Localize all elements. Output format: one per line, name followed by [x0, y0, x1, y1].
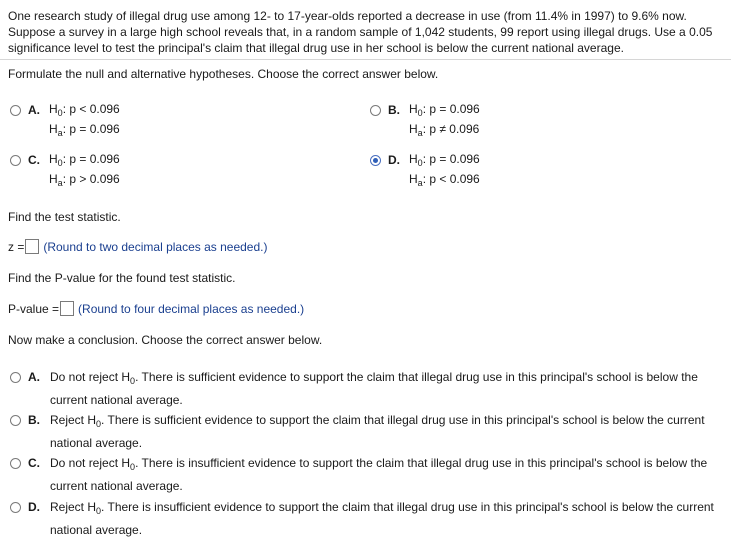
divider — [0, 59, 731, 60]
radio-b[interactable] — [10, 415, 21, 426]
alternative-hypothesis: $H_a$: p = 0.096 — [49, 122, 120, 138]
null-hypothesis: $H_0$: p < 0.096 — [49, 102, 120, 118]
p-value-row — [8, 302, 304, 317]
radio-a[interactable] — [10, 372, 21, 383]
null-hypothesis: $H_0$: p = 0.096 — [409, 152, 480, 168]
p-value-input[interactable] — [60, 301, 74, 316]
test-statistic-prompt: Find the test statistic. — [8, 210, 121, 224]
option-letter: B. — [28, 413, 40, 427]
z-hint: (Round to two decimal places as needed.) — [43, 240, 268, 254]
radio-d[interactable] — [10, 502, 21, 513]
option-text: Reject $H_0$. There is sufficient evidence to support the claim that illegal drug use in this principal's school is below the current national average. — [50, 413, 705, 450]
option-letter: A. — [28, 370, 40, 384]
alternative-hypothesis: $H_a$: p < 0.096 — [409, 172, 480, 188]
option-text: Do not reject $H_0$. There is sufficient evidence to support the claim that illegal drug use in this principal's school is below the current national average. — [50, 370, 698, 407]
option-letter: C. — [28, 456, 40, 470]
z-label: z = — [8, 240, 25, 254]
conclusion-prompt: Now make a conclusion. Choose the correct answer below. — [8, 333, 323, 347]
option-letter: A. — [28, 103, 40, 117]
hypotheses-prompt: Formulate the null and alternative hypotheses. Choose the correct answer below. — [8, 67, 439, 81]
problem-statement: One research study of illegal drug use among 12- to 17-year-olds reported a decrease in use (from 11.4% in 1997) to 9.6% now. Suppose a survey in a large high school reveals that, in a random sample of 1,042 students, 99 report using illegal drugs. Use a 0.05 significance level to test the principal's claim that illegal drug use in her school is below the current national average. — [8, 9, 713, 55]
option-letter: D. — [388, 153, 400, 167]
z-input[interactable] — [25, 239, 39, 254]
option-letter: D. — [28, 500, 40, 514]
p-value-label: P-value = — [8, 302, 60, 316]
option-letter: C. — [28, 153, 40, 167]
radio-c[interactable] — [10, 458, 21, 469]
null-hypothesis: $H_0$: p = 0.096 — [49, 152, 120, 168]
option-text: Do not reject $H_0$. There is insufficient evidence to support the claim that illegal drug use in this principal's school is below the current national average. — [50, 456, 708, 493]
option-letter: B. — [388, 103, 400, 117]
p-value-prompt: Find the P-value for the found test statistic. — [8, 271, 236, 285]
radio-b[interactable] — [370, 105, 381, 116]
null-hypothesis: $H_0$: p = 0.096 — [409, 102, 480, 118]
alternative-hypothesis: $H_a$: p > 0.096 — [49, 172, 120, 188]
option-text: Reject $H_0$. There is insufficient evidence to support the claim that illegal drug use in this principal's school is below the current national average. — [50, 500, 714, 537]
radio-a[interactable] — [10, 105, 21, 116]
radio-c[interactable] — [10, 155, 21, 166]
radio-d-selected[interactable] — [370, 155, 381, 166]
test-statistic-row — [8, 240, 267, 255]
alternative-hypothesis: $H_a$: p ≠ 0.096 — [409, 122, 480, 138]
p-value-hint: (Round to four decimal places as needed.) — [78, 302, 305, 316]
